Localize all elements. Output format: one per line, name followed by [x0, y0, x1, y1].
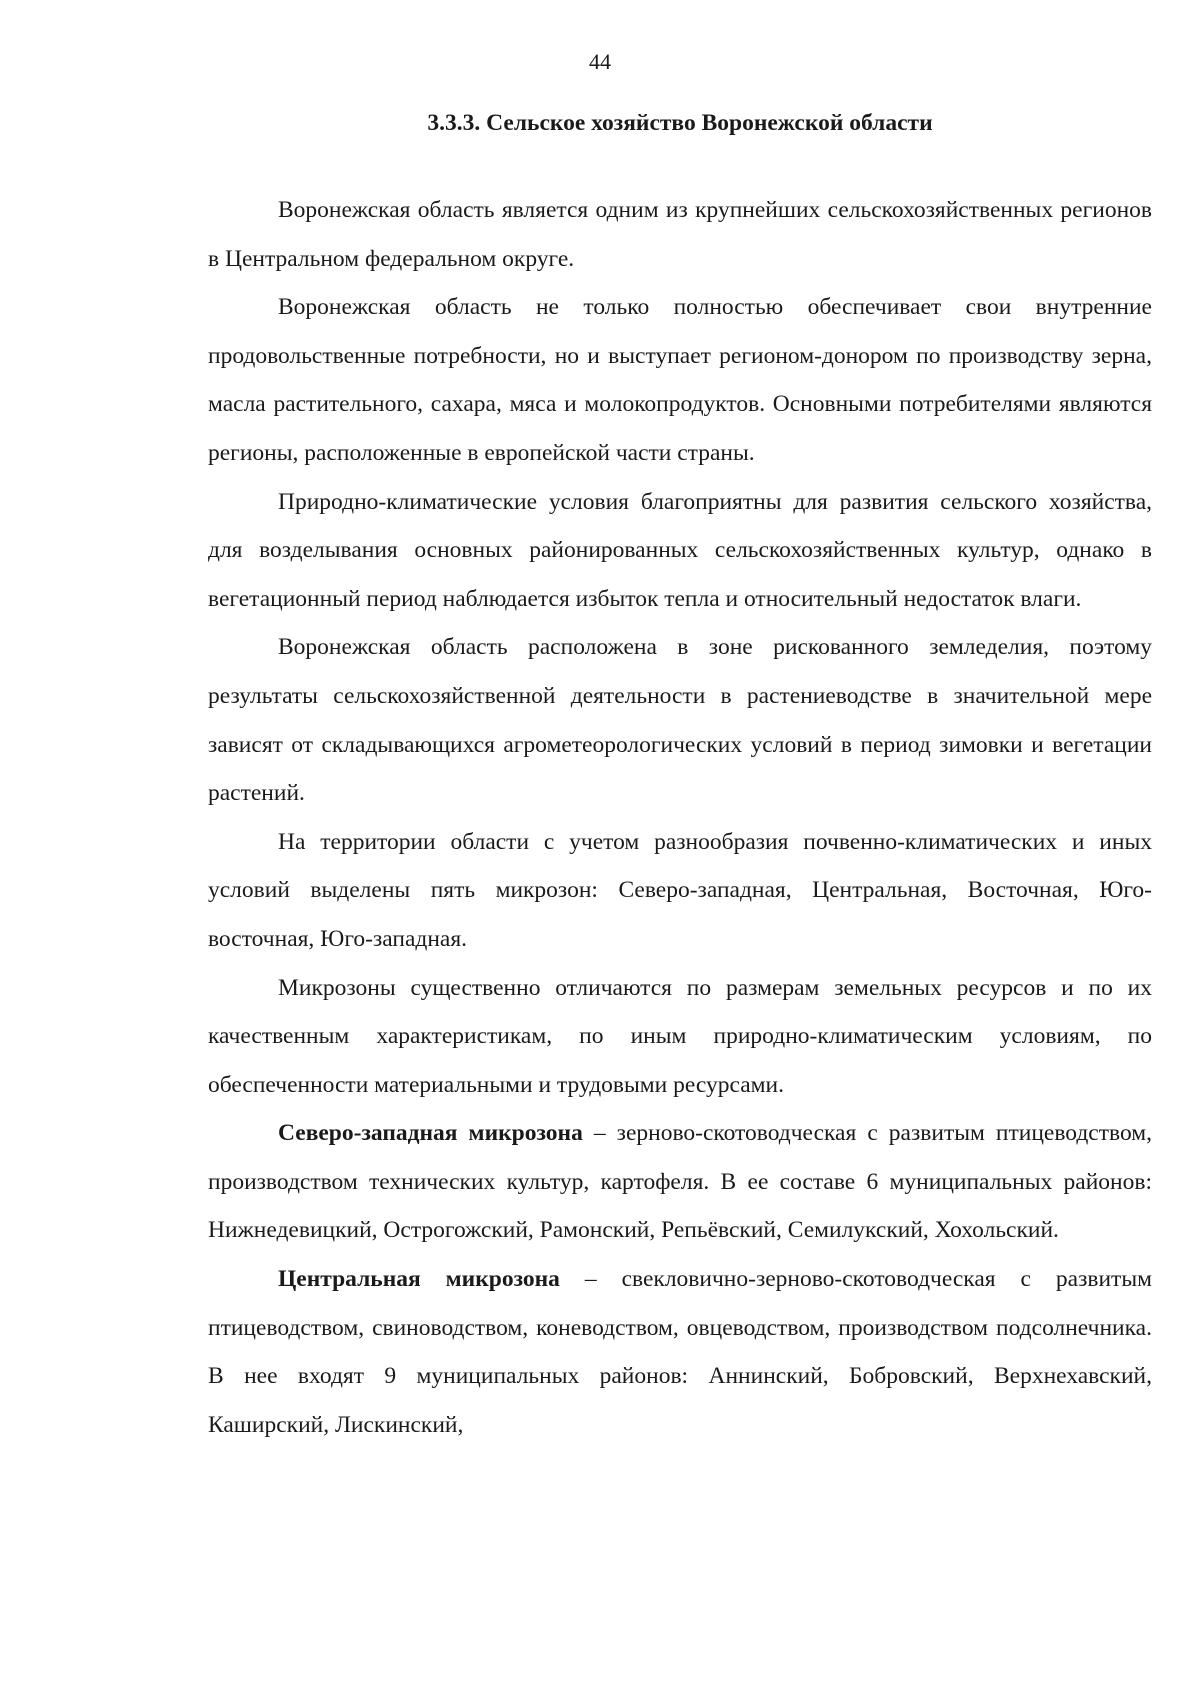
page-number: 44 [589, 49, 611, 74]
paragraph [208, 478, 1152, 624]
paragraph-text: – зерново-скотоводческая с развитым птицеводством, производством технических культур, картофеля. В ее составе 6 муниципальных районов: Нижнедевицкий, Острогожский, Рамонский, Репьёвский, Семилукский, Хохольский. [208, 1120, 1152, 1244]
paragraph [208, 623, 1152, 817]
paragraph [208, 964, 1152, 1110]
paragraph [208, 283, 1152, 477]
document-body [208, 186, 1152, 1449]
microzone-term: Северо-западная микрозона [278, 1120, 583, 1147]
paragraph-text: Природно-климатические условия благоприятны для развития сельского хозяйства, для возделывания основных районированных сельскохозяйственных культур, однако в вегетационный период наблюдается избыток тепла и относительный недостаток влаги. [208, 488, 1152, 612]
paragraph-text: На территории области с учетом разнообразия почвенно-климатических и иных условий выделены пять микрозон: Северо-западная, Центральная, Восточная, Юго-восточная, Юго-западная. [208, 828, 1152, 952]
paragraph-text: Воронежская область не только полностью обеспечивает свои внутренние продовольственные потребности, но и выступает регионом-донором по производству зерна, масла растительного, сахара, мяса и молокопродуктов. Основными потребителями являются регионы, расположенные в европейской части страны. [208, 294, 1152, 466]
paragraph-text: Микрозоны существенно отличаются по размерам земельных ресурсов и по их качественным характеристикам, по иным природно-климатическим условиям, по обеспеченности материальными и трудовыми ресурсами. [208, 974, 1152, 1098]
paragraph [208, 818, 1152, 964]
section-title: 3.3.3. Сельское хозяйство Воронежской области [427, 110, 933, 136]
paragraph [208, 1255, 1152, 1449]
microzone-term: Центральная микрозона [278, 1266, 560, 1293]
paragraph-text: Воронежская область расположена в зоне рискованного земледелия, поэтому результаты сельскохозяйственной деятельности в растениеводстве в значительной мере зависят от складывающихся агрометеорологических условий в период зимовки и вегетации растений. [208, 634, 1152, 807]
paragraph-text: Воронежская область является одним из крупнейших сельскохозяйственных регионов в Центральном федеральном округе. [208, 197, 1152, 272]
paragraph [208, 1109, 1152, 1255]
paragraph [208, 186, 1152, 283]
paragraph-text: – свекловично-зерново-скотоводческая с развитым птицеводством, свиноводством, коневодством, овцеводством, производством подсолнечника. В нее входят 9 муниципальных районов: Аннинский, Бобровский, Верхнехавский, Каширский, Лискинский, [208, 1266, 1152, 1438]
